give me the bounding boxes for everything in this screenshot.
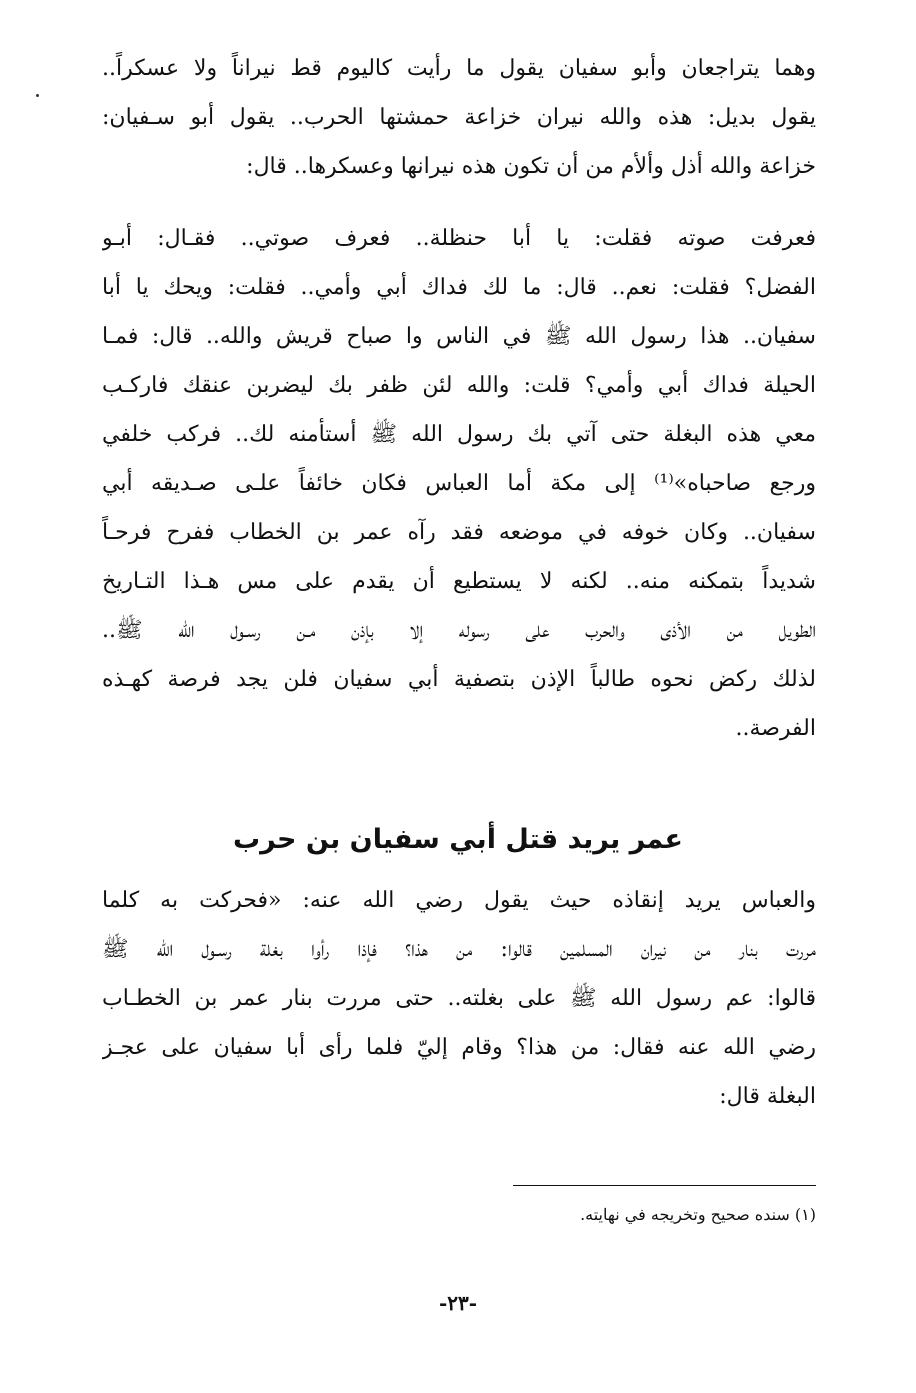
paragraph-line: رضي الله عنه فقال: من هذا؟ وقام إليّ فلما رأى أبا سفيان على عجـز <box>102 1035 816 1060</box>
paragraph-line: الطويل من الأذى والحرب على رسوله إلا بإذن مـن رسـول الله ﷺ.. <box>102 618 816 643</box>
paragraph-1 <box>102 44 816 191</box>
paragraph-line: معي هذه البغلة حتى آتي بك رسول الله ﷺ أستأمنه لك.. فركب خلفي <box>102 422 816 447</box>
paragraph-2 <box>102 214 816 753</box>
paragraph-3 <box>102 876 816 1121</box>
paragraph-line: فعرفت صوته فقلت: يا أبا حنظلة.. فعرف صوتي.. فقـال: أبـو <box>102 226 816 251</box>
paragraph-line: الفضل؟ فقلت: نعم.. قال: ما لك فداك أبي وأمي.. فقلت: ويحك يا أبا <box>102 275 816 300</box>
paragraph-line: خزاعة والله أذل وألأم من أن تكون هذه نيرانها وعسكرها.. قال: <box>246 154 816 179</box>
paragraph-line: الحيلة فداك أبي وأمي؟ قلت: والله لئن ظفر بك ليضربن عنقك فاركـب <box>102 373 816 398</box>
paragraph-line: سفيان.. وكان خوفه في موضعه فقد رآه عمر بن الخطاب ففرح فرحـاً <box>102 520 816 545</box>
paragraph-line: لذلك ركض نحوه طالباً الإذن بتصفية أبي سفيان فلن يجد فرصة كهـذه <box>102 667 816 692</box>
paragraph-line: الفرصة.. <box>735 716 816 741</box>
section-heading: عمر يريد قتل أبي سفيان بن حرب <box>233 824 683 855</box>
paragraph-line: سفيان.. هذا رسول الله ﷺ في الناس وا صباح قريش والله.. قال: فمـا <box>102 324 816 349</box>
ink-speck <box>36 94 39 97</box>
paragraph-line: البغلة قال: <box>719 1084 816 1109</box>
paragraph-line: ورجع صاحباه»⁽¹⁾ إلى مكة أما العباس فكان خائفاً علـى صـديقه أبي <box>102 471 816 496</box>
paragraph-line: والعباس يريد إنقاذه حيث يقول رضي الله عنه: «فحركت به كلما <box>102 888 816 913</box>
page-number: -٢٣- <box>438 1291 478 1315</box>
paragraph-line: يقول بديل: هذه والله نيران خزاعة حمشتها الحرب.. يقول أبو سـفيان: <box>102 105 816 130</box>
footnote-divider <box>513 1185 816 1186</box>
paragraph-line: مررت بنار من نيران المسلمين قالوا: من هذا؟ فإذا رأوا بغلة رسـول الله ﷺ <box>102 937 816 962</box>
paragraph-line: قالوا: عم رسول الله ﷺ على بغلته.. حتى مررت بنار عمر بن الخطـاب <box>102 986 816 1011</box>
paragraph-line: وهما يتراجعان وأبو سفيان يقول ما رأيت كاليوم قط نيراناً ولا عسكراً.. <box>102 56 816 81</box>
footnote: (١) سنده صحيح وتخريجه في نهايته. <box>580 1205 816 1224</box>
paragraph-line: شديداً بتمكنه منه.. لكنه لا يستطيع أن يقدم على مس هـذا التـاريخ <box>102 569 816 594</box>
